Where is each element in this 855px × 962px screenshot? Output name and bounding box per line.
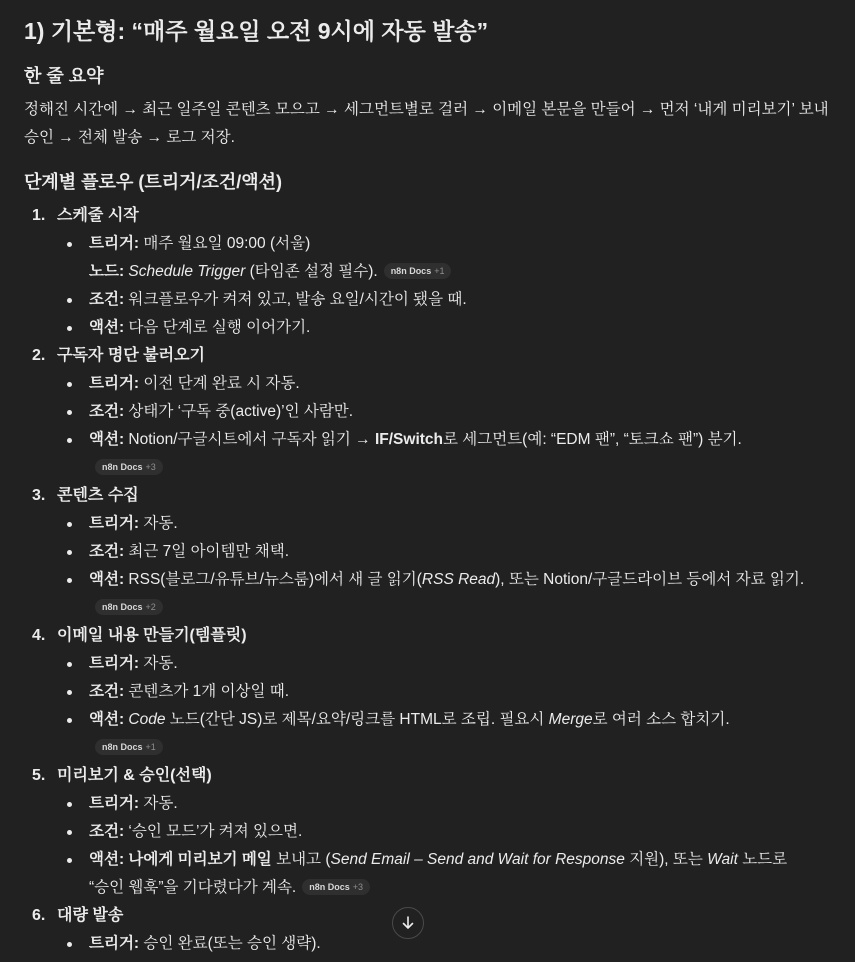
bold-text: 액션:: [89, 571, 125, 588]
step-title-text: 스케줄 시작: [57, 207, 139, 224]
bold-text: 트리거:: [89, 935, 140, 952]
step-title: [24, 202, 831, 230]
step-bullets: [24, 650, 831, 762]
bold-text: 조건:: [89, 291, 125, 308]
text-segment: ), 또는 Notion/구글드라이브 등에서 자료 읽기.: [495, 571, 805, 588]
bullet-item: [89, 230, 831, 286]
step-bullets: [24, 230, 831, 342]
italic-text: Code: [128, 711, 166, 728]
steps-list: [24, 202, 831, 958]
chip-label: n8n Docs: [390, 266, 432, 276]
step-title: [24, 762, 831, 790]
bold-text: 노드:: [89, 263, 129, 280]
text-segment: 자동.: [139, 795, 178, 812]
bullet-item: [89, 314, 831, 342]
step-title-text: 구독자 명단 불러오기: [57, 347, 205, 364]
bullet-item: [89, 930, 831, 958]
step-number: 5.: [32, 767, 46, 784]
step-bullets: [24, 790, 831, 902]
bold-text: 액션: 나에게 미리보기 메일: [89, 851, 272, 868]
bold-text: 조건:: [89, 683, 125, 700]
text-segment: 노드(간단 JS)로 제목/요약/링크를 HTML로 조립. 필요시: [165, 711, 549, 728]
text-segment: 노드로 “승인 웹훅”을 기다렸다가 계속.: [89, 851, 788, 896]
text-segment: 콘텐츠가 1개 이상일 때.: [124, 683, 290, 700]
bold-text: 트리거:: [89, 375, 140, 392]
text-segment: 자동.: [139, 655, 178, 672]
text-segment: ‘승인 모드’가 켜져 있으면.: [124, 823, 303, 840]
text-segment: 로 여러 소스 합치기.: [592, 711, 730, 728]
source-citation-chip[interactable]: [95, 739, 163, 755]
bold-text: 조건:: [89, 403, 125, 420]
step-number: 2.: [32, 347, 46, 364]
bold-text: 액션:: [89, 431, 125, 448]
step-number: 6.: [32, 907, 46, 924]
source-citation-chip[interactable]: [95, 459, 163, 475]
text-segment: Notion/구글시트에서 구독자 읽기 →: [124, 431, 375, 448]
italic-text: Send Email – Send and Wait for Response: [330, 851, 625, 868]
step-title: [24, 342, 831, 370]
bullet-item: [89, 398, 831, 426]
step-item: [24, 762, 831, 902]
text-segment: 자동.: [139, 515, 178, 532]
step-title: [24, 902, 831, 930]
source-citation-chip[interactable]: [95, 599, 163, 615]
italic-text: RSS Read: [421, 571, 496, 588]
bullet-item: [89, 286, 831, 314]
text-segment: 매주 월요일 09:00 (서울): [139, 235, 311, 252]
bullet-item: [89, 426, 831, 482]
step-title: [24, 482, 831, 510]
chip-count: +3: [145, 462, 156, 472]
chip-label: n8n Docs: [102, 742, 143, 752]
bold-text: 조건:: [89, 543, 125, 560]
summary-heading: 한 줄 요약: [24, 66, 104, 86]
bullet-item: [89, 706, 831, 762]
chip-label: n8n Docs: [309, 882, 350, 892]
step-item: [24, 902, 831, 958]
italic-text: Wait: [707, 851, 738, 868]
source-citation-chip[interactable]: [384, 263, 452, 279]
bold-text: 트리거:: [89, 515, 140, 532]
text-segment: 상태가 ‘구독 중(active)’인 사람만.: [124, 403, 354, 420]
source-citation-chip[interactable]: [302, 879, 370, 895]
bold-text: 액션:: [89, 319, 125, 336]
bullet-item: [89, 370, 831, 398]
bold-text: 트리거:: [89, 655, 140, 672]
bold-text: IF/Switch: [374, 431, 444, 448]
step-bullets: [24, 930, 831, 958]
bold-text: 액션:: [89, 711, 129, 728]
section-title: 1) 기본형: “매주 월요일 오전 9시에 자동 발송”: [24, 18, 489, 44]
bullet-item: [89, 790, 831, 818]
text-segment: 지원), 또는: [624, 851, 708, 868]
step-number: 1.: [32, 207, 46, 224]
chip-count: +2: [145, 602, 156, 612]
text-segment: (타임존 설정 필수).: [245, 263, 378, 280]
chip-count: +1: [434, 266, 445, 276]
italic-text: Merge: [548, 711, 593, 728]
step-item: [24, 482, 831, 622]
arrow-down-icon: [400, 915, 416, 931]
scroll-to-bottom-button[interactable]: [392, 907, 424, 939]
bullet-item: [89, 538, 831, 566]
bold-text: 조건:: [89, 823, 125, 840]
chip-count: +3: [352, 882, 364, 892]
bullet-item: [89, 650, 831, 678]
flow-heading: 단계별 플로우 (트리거/조건/액션): [24, 172, 283, 192]
step-title-text: 미리보기 & 승인(선택): [57, 767, 212, 784]
text-segment: 다음 단계로 실행 이어가기.: [124, 319, 311, 336]
bullet-item: [89, 678, 831, 706]
step-title: [24, 622, 831, 650]
text-segment: 워크플로우가 켜져 있고, 발송 요일/시간이 됐을 때.: [124, 291, 467, 308]
text-segment: 최근 7일 아이템만 채택.: [124, 543, 290, 560]
bold-text: 트리거:: [89, 795, 140, 812]
chip-label: n8n Docs: [102, 602, 143, 612]
text-segment: 로 세그먼트(예: “EDM 팬”, “토크쇼 팬”) 분기.: [443, 431, 742, 448]
step-number: 3.: [32, 487, 46, 504]
text-segment: RSS(블로그/유튜브/뉴스룸)에서 새 글 읽기(: [124, 571, 422, 588]
bullet-item: [89, 818, 831, 846]
bullet-item: [89, 566, 831, 622]
italic-text: Schedule Trigger: [128, 263, 246, 280]
step-title-text: 대량 발송: [57, 907, 124, 924]
step-item: [24, 342, 831, 482]
step-number: 4.: [32, 627, 46, 644]
chip-count: +1: [145, 742, 156, 752]
text-segment: 이전 단계 완료 시 자동.: [139, 375, 300, 392]
text-segment: 보내고 (: [271, 851, 331, 868]
chip-label: n8n Docs: [102, 462, 143, 472]
step-item: [24, 622, 831, 762]
step-bullets: [24, 370, 831, 482]
text-segment: 승인 완료(또는 승인 생략).: [139, 935, 321, 952]
step-bullets: [24, 510, 831, 622]
step-item: [24, 202, 831, 342]
step-title-text: 콘텐츠 수집: [57, 487, 139, 504]
bullet-item: [89, 510, 831, 538]
step-title-text: 이메일 내용 만들기(템플릿): [57, 627, 247, 644]
bullet-item: [89, 846, 831, 902]
bold-text: 트리거:: [89, 235, 140, 252]
summary-text: 정해진 시간에 → 최근 일주일 콘텐츠 모으고 → 세그먼트별로 걸러 → 이메일 본문을 만들어 → 먼저 ‘내게 미리보기’ 보내 승인 → 전체 발송 → 로그 저장.: [24, 101, 829, 146]
